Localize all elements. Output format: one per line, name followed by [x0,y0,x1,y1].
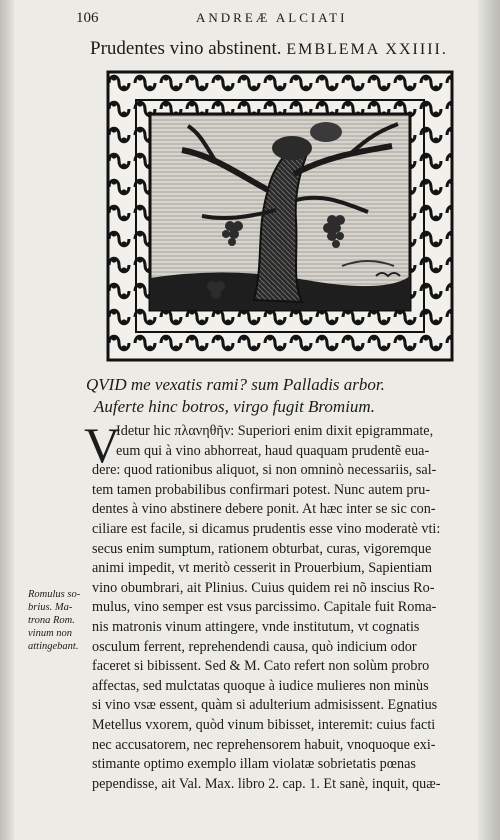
binding-shadow [0,0,14,840]
marginal-note-line: Romulus so- [28,589,81,600]
commentary-line: mulus, vino semper est vsus parcissimo. Capitale fuit Roma- [92,599,437,616]
commentary-line: dentes à vino abstinere debere ponit. At hæc inter se sic con- [92,501,436,518]
commentary-line: nis matronis vinum attingere, vnde institutum, vt cognatis [92,618,420,635]
commentary-line: animi impedit, vt meritò cesserit in Prouerbium, Sapientiam [92,560,433,577]
emblem-number: EMBLEMA XXIIII. [286,41,448,58]
running-head [76,10,476,32]
emblem-heading [90,38,490,60]
marginal-note-line: trona Rom. [28,615,75,626]
emblem-motto: Prudentes vino abstinent. [90,38,282,59]
commentary-line: stimante optimo exemplo illam violatæ sobrietatis pœnas [92,756,416,773]
marginal-note-line: brius. Ma- [28,602,73,613]
page-number: 106 [76,10,99,26]
verse-line: QVID me vexatis rami? sum Palladis arbor. [86,375,385,394]
commentary-text [92,422,472,794]
commentary-line: pependisse, ait Val. Max. libro 2. cap. 1. Et sanè, inquit, quæ- [92,775,441,792]
page-edge-shadow [478,0,500,840]
commentary-line: eum qui à vino abhorreat, haud quaquam prudentẽ eua- [116,442,430,459]
engraved-scene [150,114,410,310]
commentary-line: faceret si bibissent. Sed & M. Cato refert non solùm probro [92,658,430,675]
commentary-line: dere: quod rationibus aliquot, si non omninò necessariis, sal- [92,462,437,479]
commentary-line: osculum ferrent, reprehendendi causa, quò indicium odor [92,638,417,655]
commentary-line: tem tamen probabilibus confirmari potest. Nunc autem pru- [92,481,431,498]
commentary-line: ciliare est facile, si dicamus prudentis esse vino moderatè vti: [92,520,441,537]
commentary-line: nec accusatorem, nec reprehensorem habuit, vnoquoque exi- [92,736,436,753]
commentary-line: vino obumbrari, ait Plinius. Cuius quidem rei nõ inscius Ro- [92,579,435,596]
drop-cap: V [84,417,121,473]
marginal-note [28,588,86,653]
commentary-line: Idetur hic πλανηθῆν: Superiori enim dixit epigrammate, [116,423,434,439]
commentary-line: secus enim sumptum, rationem obturbat, curas, vigoremque [92,540,432,557]
epigram-verse [86,374,466,418]
verse-line: Auferte hinc botros, virgo fugit Bromium. [94,397,375,416]
woodcut-illustration [106,70,454,362]
marginal-note-line: vinum non [28,628,73,639]
marginal-note-line: attingebant. [28,641,79,652]
commentary-line: si vino vsæ essent, quàm si adulterium admisissent. Egnatius [92,697,438,714]
commentary-line: affectas, sed mulctatas quoque à iudice mulieres non minùs [92,677,429,694]
commentary-line: Metellus vxorem, quòd vinum bibisset, interemit: cuius facti [92,716,436,733]
running-title: ANDREÆ ALCIATI [196,10,348,25]
